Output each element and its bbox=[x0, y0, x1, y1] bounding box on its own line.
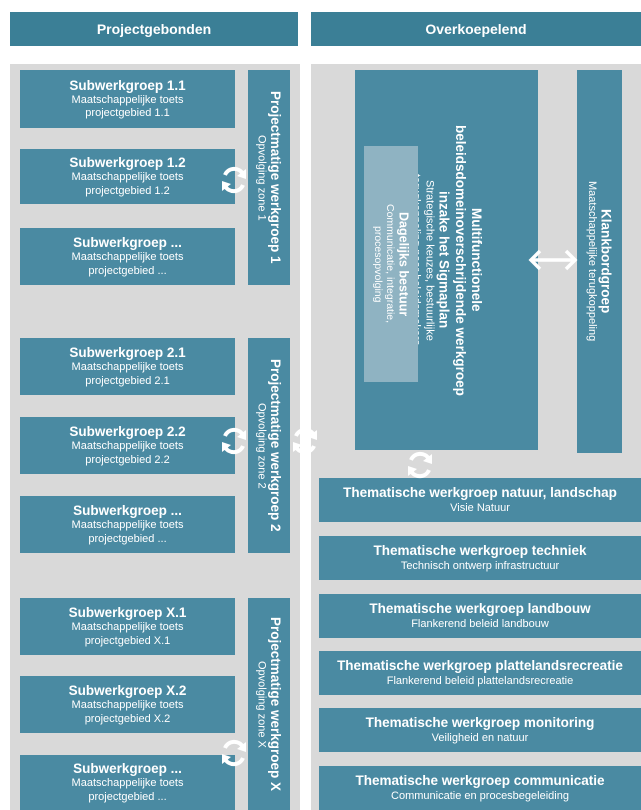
thematic-subtitle: Technisch ontwerp infrastructuur bbox=[400, 559, 560, 572]
thematic-workgroup bbox=[319, 478, 641, 522]
subgroup-title: Subwerkgroep X.1 bbox=[68, 605, 187, 621]
subgroup-subtitle: Maatschappelijke toets projectgebied 2.1 bbox=[71, 361, 184, 387]
subgroup-title: Subwerkgroep X.2 bbox=[68, 683, 187, 699]
subgroup-subtitle: Maatschappelijke toets projectgebied ... bbox=[71, 251, 184, 277]
thematic-title: Thematische werkgroep communicatie bbox=[355, 773, 605, 789]
thematic-title: Thematische werkgroep plattelandsrecreatie bbox=[337, 658, 623, 674]
header-overkoepelend bbox=[311, 12, 641, 46]
header-left-label: Projectgebonden bbox=[96, 21, 212, 37]
daily-board-subtitle-line1: Communicatie, integratie, bbox=[383, 204, 396, 324]
subgroup-title: Subwerkgroep 2.1 bbox=[69, 345, 186, 361]
thematic-workgroup bbox=[319, 766, 641, 810]
daily-board-subtitle-line2: procesopvolging bbox=[371, 225, 384, 303]
subgroup-title: Subwerkgroep 1.1 bbox=[69, 77, 186, 93]
multifunctional-subtitle-line1: Strategische keuzes, bestuurlijke bbox=[423, 179, 436, 341]
thematic-workgroup bbox=[319, 708, 641, 752]
thematic-workgroup bbox=[319, 651, 641, 695]
thematic-title: Thematische werkgroep natuur, landschap bbox=[343, 485, 617, 501]
subgroup-subtitle: Maatschappelijke toets projectgebied X.1 bbox=[71, 621, 184, 647]
project-group-1 bbox=[248, 70, 290, 285]
double-arrow-icon bbox=[526, 247, 580, 273]
cycle-arrows-icon bbox=[216, 423, 252, 459]
subgroup-box bbox=[20, 149, 235, 204]
project-group-subtitle: Opvolging zone 1 bbox=[255, 134, 268, 221]
subgroup-box bbox=[20, 755, 235, 810]
subgroup-subtitle: Maatschappelijke toets projectgebied 1.2 bbox=[71, 171, 184, 197]
multifunctional-title-line1: Multifunctionele bbox=[468, 208, 484, 312]
subgroup-box bbox=[20, 496, 235, 553]
subgroup-title: Subwerkgroep ... bbox=[73, 503, 182, 519]
subgroup-title: Subwerkgroep ... bbox=[73, 235, 182, 251]
header-projectgebonden bbox=[10, 12, 298, 46]
project-group-title: Projectmatige werkgroep X bbox=[268, 616, 284, 792]
subgroup-subtitle: Maatschappelijke toets projectgebied ... bbox=[71, 519, 184, 545]
multifunctional-title-line2: beleidsdomeinoverschrijdende werkgroep bbox=[452, 124, 468, 396]
thematic-subtitle: Communicatie en procesbegeleiding bbox=[391, 789, 569, 802]
thematic-title: Thematische werkgroep monitoring bbox=[365, 715, 595, 731]
thematic-workgroup bbox=[319, 536, 641, 580]
cycle-arrows-icon bbox=[216, 162, 252, 198]
sounding-board bbox=[577, 70, 622, 453]
sounding-board-subtitle: Maatschappelijke terugkoppeling bbox=[586, 181, 599, 342]
subgroup-title: Subwerkgroep 2.2 bbox=[69, 424, 186, 440]
cycle-arrows-icon bbox=[287, 423, 323, 459]
thematic-workgroup bbox=[319, 594, 641, 638]
thematic-subtitle: Flankerend beleid plattelandsrecreatie bbox=[386, 674, 574, 687]
multifunctional-title-line3: inzake het Sigmaplan bbox=[436, 191, 452, 329]
cycle-arrows-icon bbox=[402, 447, 438, 483]
subgroup-subtitle: Maatschappelijke toets projectgebied 1.1 bbox=[71, 93, 184, 120]
subgroup-subtitle: Maatschappelijke toets projectgebied 2.2 bbox=[71, 440, 184, 466]
project-group-x bbox=[248, 598, 290, 810]
project-group-subtitle: Opvolging zone 2 bbox=[255, 402, 268, 489]
thematic-title: Thematische werkgroep techniek bbox=[373, 543, 587, 559]
thematic-subtitle: Veiligheid en natuur bbox=[431, 731, 529, 744]
project-group-subtitle: Opvolging zone X bbox=[255, 660, 268, 748]
thematic-subtitle: Flankerend beleid landbouw bbox=[411, 617, 549, 630]
thematic-title: Thematische werkgroep landbouw bbox=[369, 601, 591, 617]
subgroup-box bbox=[20, 228, 235, 285]
sounding-board-title: Klankbordgroep bbox=[598, 209, 614, 314]
subgroup-title: Subwerkgroep ... bbox=[73, 761, 182, 777]
subgroup-subtitle: Maatschappelijke toets projectgebied ... bbox=[71, 777, 184, 803]
subgroup-box bbox=[20, 598, 235, 655]
subgroup-box bbox=[20, 70, 235, 128]
thematic-subtitle: Visie Natuur bbox=[450, 501, 510, 514]
subgroup-box bbox=[20, 417, 235, 474]
daily-board-title: Dagelijks bestuur bbox=[396, 211, 411, 317]
cycle-arrows-icon bbox=[216, 735, 252, 771]
project-group-title: Projectmatige werkgroep 1 bbox=[268, 91, 284, 264]
subgroup-box bbox=[20, 338, 235, 395]
project-group-title: Projectmatige werkgroep 2 bbox=[268, 359, 284, 532]
subgroup-box bbox=[20, 676, 235, 733]
header-right-label: Overkoepelend bbox=[425, 21, 527, 37]
subgroup-title: Subwerkgroep 1.2 bbox=[69, 155, 186, 171]
project-group-2 bbox=[248, 338, 290, 553]
subgroup-subtitle: Maatschappelijke toets projectgebied X.2 bbox=[71, 699, 184, 725]
daily-board bbox=[364, 146, 418, 382]
